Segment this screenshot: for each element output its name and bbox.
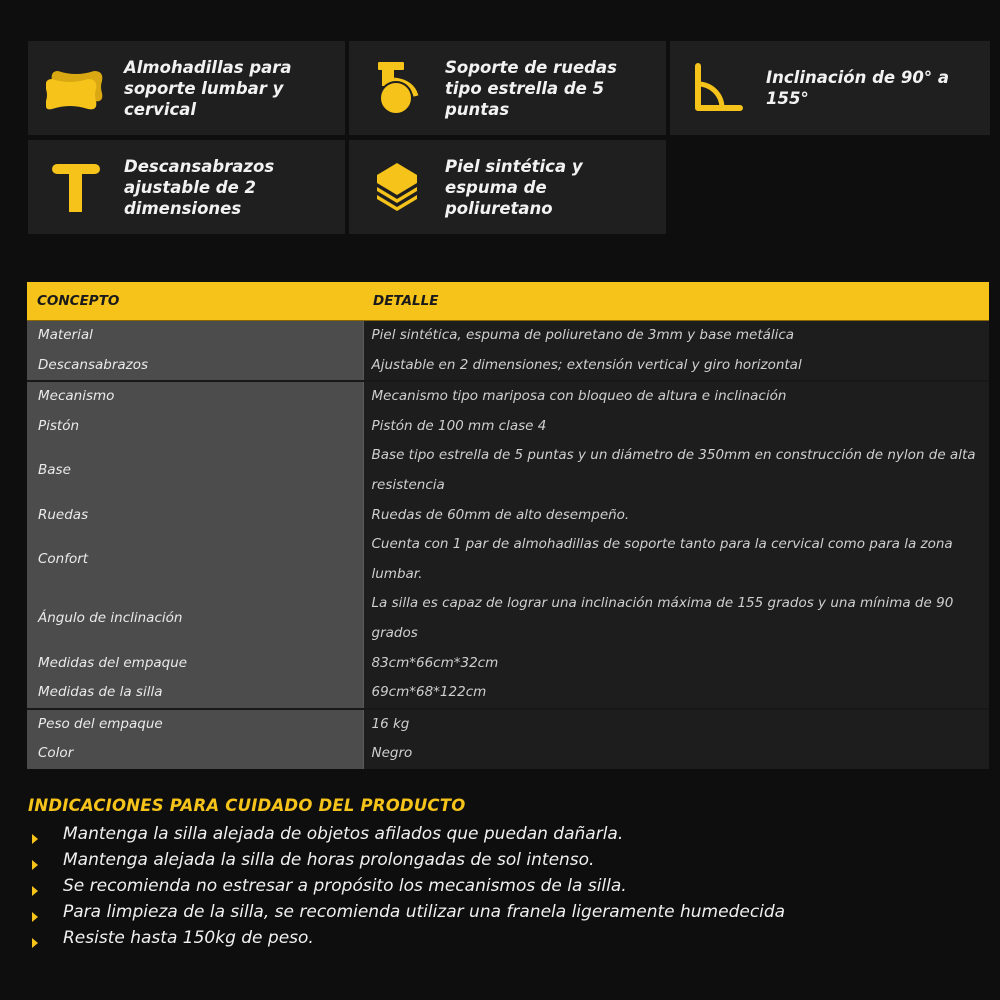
care-title: INDICACIONES PARA CUIDADO DEL PRODUCTO xyxy=(28,796,466,815)
bullet-arrow-icon xyxy=(32,860,38,870)
feature-card-armrest xyxy=(28,140,345,234)
care-item-text: Mantenga alejada la silla de horas prolongadas de sol intenso. xyxy=(63,850,595,870)
feature-text: Descansabrazos ajustable de 2 dimensiones xyxy=(124,156,275,218)
table-row xyxy=(27,709,989,740)
list-item xyxy=(28,847,988,873)
feature-card-pillows xyxy=(28,41,345,135)
detail-cell: Negro xyxy=(363,739,989,769)
layers-icon xyxy=(349,140,445,234)
feature-text: Piel sintética y espuma de poliuretano xyxy=(445,156,583,218)
table-row xyxy=(27,589,989,648)
feature-card-materials xyxy=(349,140,666,234)
detail-cell: Mecanismo tipo mariposa con bloqueo de altura e inclinación xyxy=(363,381,989,412)
bullet-arrow-icon xyxy=(32,938,38,948)
detail-cell: Piel sintética, espuma de poliuretano de 3mm y base metálica xyxy=(363,321,989,351)
detail-cell: Ruedas de 60mm de alto desempeño. xyxy=(363,501,989,531)
table-row xyxy=(27,441,989,500)
caster-wheel-icon xyxy=(349,41,445,135)
care-list xyxy=(28,821,988,951)
table-row xyxy=(27,501,989,531)
detail-cell: Pistón de 100 mm clase 4 xyxy=(363,412,989,442)
care-item-text: Se recomienda no estresar a propósito los mecanismos de la silla. xyxy=(63,876,627,896)
concept-cell: Medidas de la silla xyxy=(27,678,363,709)
concept-cell: Descansabrazos xyxy=(27,351,363,382)
feature-text: Almohadillas para soporte lumbar y cervical xyxy=(124,57,292,119)
spec-table-header xyxy=(27,282,989,321)
feature-text: Soporte de ruedas tipo estrella de 5 puntas xyxy=(445,57,617,119)
list-item xyxy=(28,821,988,847)
detail-cell: 16 kg xyxy=(363,709,989,740)
care-item-text: Mantenga la silla alejada de objetos afilados que puedan dañarla. xyxy=(63,824,624,844)
list-item xyxy=(28,899,988,925)
table-row xyxy=(27,351,989,382)
feature-card-recline xyxy=(670,41,990,135)
pillow-icon xyxy=(28,41,124,135)
concept-cell: Ruedas xyxy=(27,501,363,531)
recline-angle-icon xyxy=(670,41,766,135)
concept-cell: Color xyxy=(27,739,363,769)
feature-card-wheels xyxy=(349,41,666,135)
concept-cell: Medidas del empaque xyxy=(27,649,363,679)
list-item xyxy=(28,925,988,951)
table-row xyxy=(27,530,989,589)
feature-text: Inclinación de 90° a 155° xyxy=(766,68,949,108)
list-item xyxy=(28,873,988,899)
detail-cell: Ajustable en 2 dimensiones; extensión vertical y giro horizontal xyxy=(363,351,989,382)
detail-cell: Base tipo estrella de 5 puntas y un diámetro de 350mm en construcción de nylon de alta resistencia xyxy=(363,441,989,500)
concept-cell: Pistón xyxy=(27,412,363,442)
header-concepto: CONCEPTO xyxy=(27,282,363,321)
concept-cell: Material xyxy=(27,321,363,351)
table-row xyxy=(27,678,989,709)
detail-cell: La silla es capaz de lograr una inclinación máxima de 155 grados y una mínima de 90 grados xyxy=(363,589,989,648)
concept-cell: Confort xyxy=(27,530,363,589)
armrest-icon xyxy=(28,140,124,234)
bullet-arrow-icon xyxy=(32,886,38,896)
concept-cell: Peso del empaque xyxy=(27,709,363,740)
detail-cell: 83cm*66cm*32cm xyxy=(363,649,989,679)
detail-cell: Cuenta con 1 par de almohadillas de soporte tanto para la cervical como para la zona lumbar. xyxy=(363,530,989,589)
header-detalle: DETALLE xyxy=(363,282,989,321)
table-row xyxy=(27,412,989,442)
care-item-text: Para limpieza de la silla, se recomienda utilizar una franela ligeramente humedecida xyxy=(63,902,786,922)
feature-grid xyxy=(28,41,990,235)
care-item-text: Resiste hasta 150kg de peso. xyxy=(63,928,314,948)
table-row xyxy=(27,381,989,412)
concept-cell: Ángulo de inclinación xyxy=(27,589,363,648)
table-row xyxy=(27,649,989,679)
bullet-arrow-icon xyxy=(32,834,38,844)
spec-table xyxy=(27,282,989,769)
bullet-arrow-icon xyxy=(32,912,38,922)
concept-cell: Mecanismo xyxy=(27,381,363,412)
care-section xyxy=(28,796,988,951)
table-row xyxy=(27,739,989,769)
detail-cell: 69cm*68*122cm xyxy=(363,678,989,709)
concept-cell: Base xyxy=(27,441,363,500)
table-row xyxy=(27,321,989,351)
